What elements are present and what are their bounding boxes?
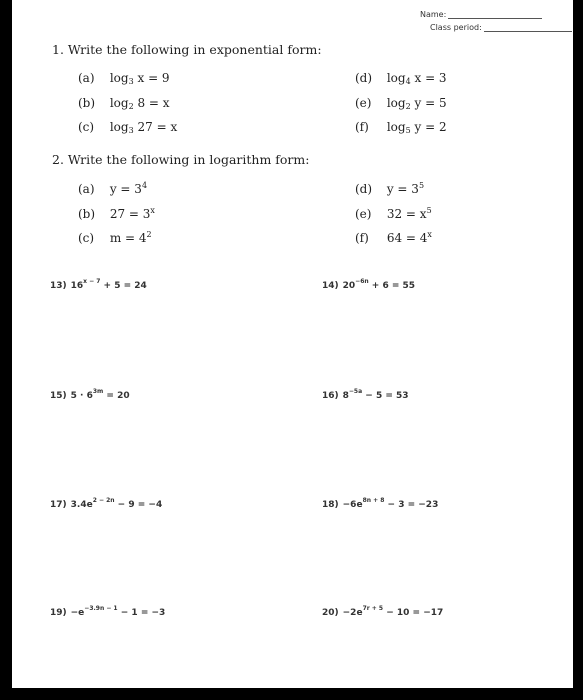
q2-title: 2. Write the following in logarithm form: bbox=[52, 152, 310, 167]
q2-item-a: (a) $y = 3^4$ bbox=[78, 181, 148, 196]
bottom-border bbox=[0, 688, 583, 700]
problem-13: 13) $16^{x - 7} + 5 = 24$ bbox=[50, 278, 147, 291]
left-border bbox=[0, 0, 12, 700]
q1-item-b: (b) $\log_2 8 = x$ bbox=[78, 96, 170, 111]
problem-16: 16) $8^{-5a} - 5 = 53$ bbox=[322, 388, 409, 401]
class-period-field bbox=[430, 23, 572, 32]
q1-item-d: (d) $\log_4 x = 3$ bbox=[355, 71, 447, 86]
q1-item-e: (e) $\log_2 y = 5$ bbox=[355, 96, 447, 111]
q1-item-f: (f) $\log_5 y = 2$ bbox=[355, 120, 447, 135]
problem-17: 17) $3.4e^{2 - 2n} - 9 = -4$ bbox=[50, 497, 163, 510]
problem-20: $20) -2e^{7r + 5} - 10 = -17$ bbox=[322, 605, 444, 618]
q2-item-f: (f) $64 = 4^x$ bbox=[355, 230, 432, 245]
q2-item-e: (e) $32 = x^5$ bbox=[355, 206, 432, 221]
q1-title: 1. Write the following in exponential form: bbox=[52, 42, 322, 57]
q2-item-c: (c) $m = 4^2$ bbox=[78, 230, 152, 245]
name-field bbox=[420, 10, 542, 19]
q1-item-c: (c) $\log_3 27 = x$ bbox=[78, 120, 178, 135]
name-label: Name: bbox=[420, 10, 447, 19]
q2-item-b: (b) $27 = 3^x$ bbox=[78, 206, 155, 221]
problem-14: 14) $20^{-6n} + 6 = 55$ bbox=[322, 278, 416, 291]
right-border bbox=[573, 0, 583, 700]
q1-item-a: (a) $\log_3 x = 9$ bbox=[78, 71, 170, 86]
problem-15: 15) $5 \cdot 6^{3m} = 20$ bbox=[50, 388, 130, 401]
class-period-line bbox=[484, 23, 572, 32]
q2-item-d: (d) $y = 3^5$ bbox=[355, 181, 425, 196]
problem-19: $19) -e^{-3.9n - 1} - 1 = -3$ bbox=[50, 605, 166, 618]
class-period-label: Class period: bbox=[430, 23, 482, 32]
name-line bbox=[448, 10, 542, 19]
problem-18: $18) -6e^{8n + 8} - 3 = -23$ bbox=[322, 497, 439, 510]
